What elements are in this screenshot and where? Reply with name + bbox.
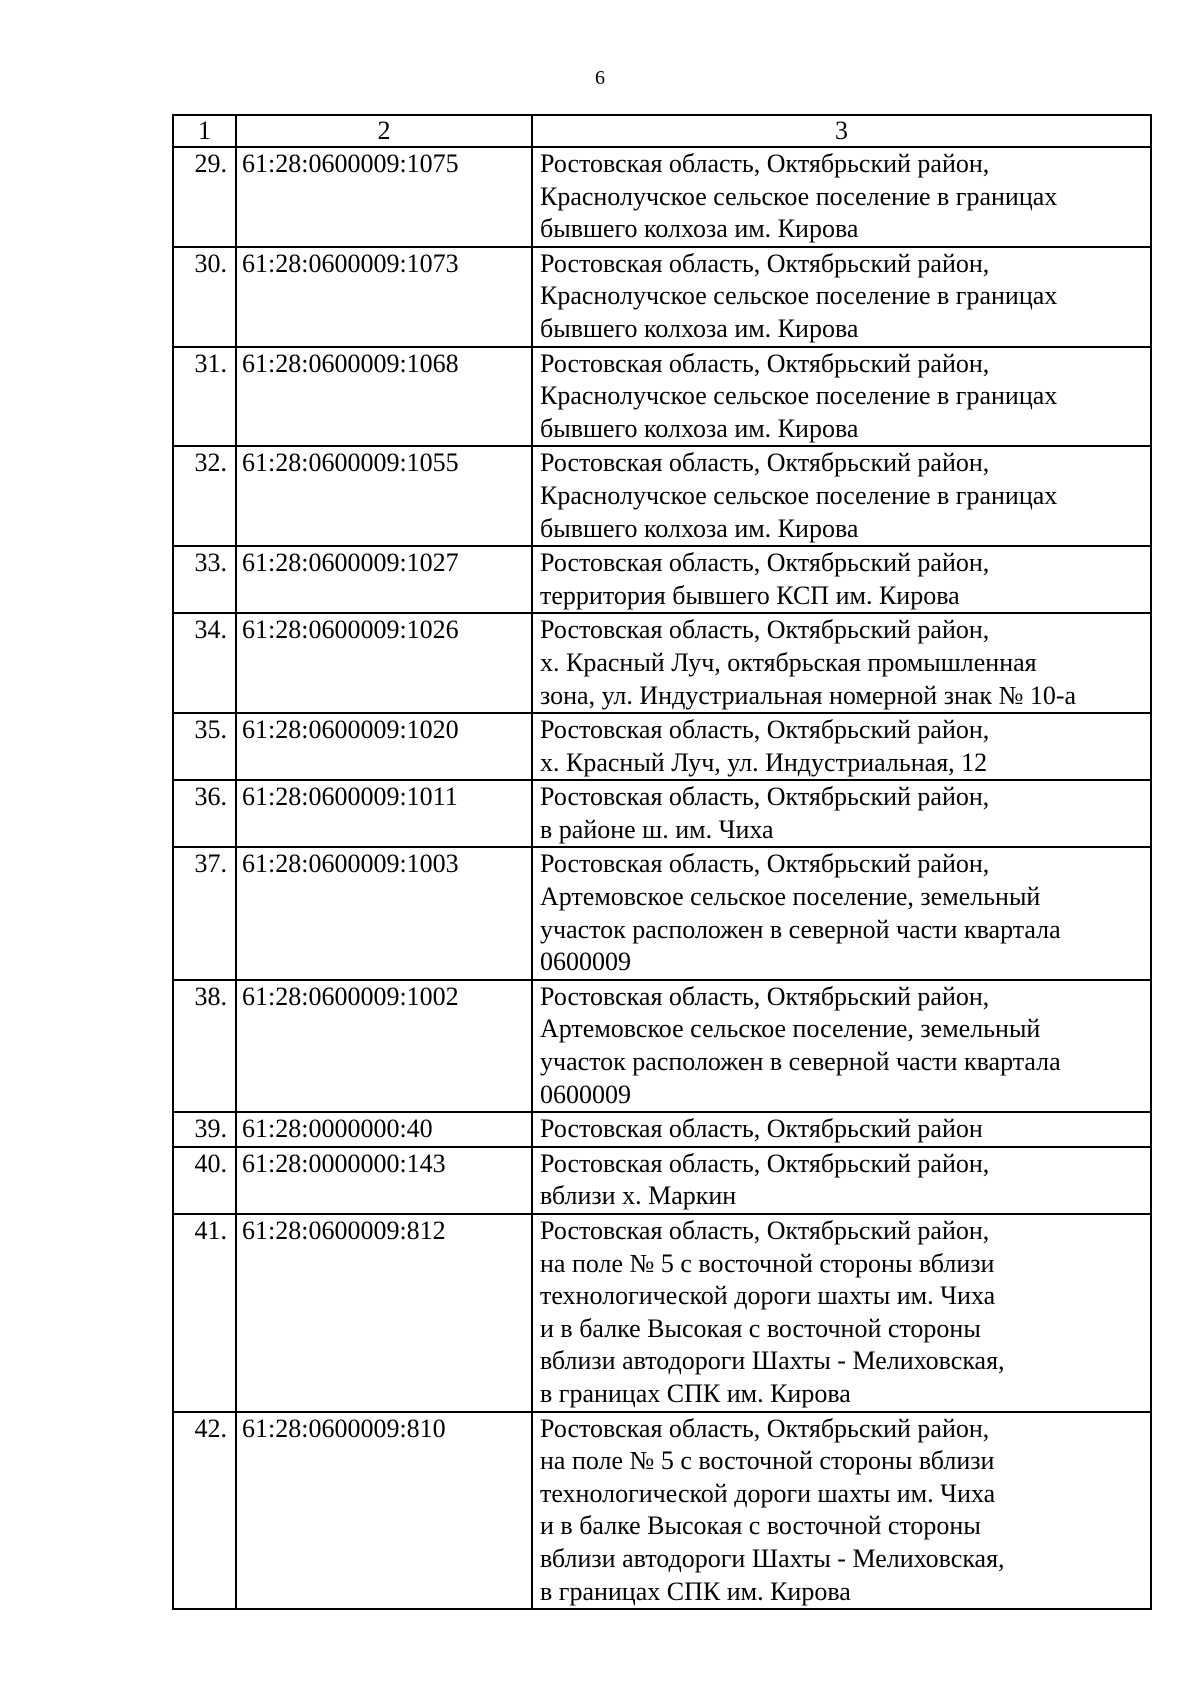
row-number: 38.	[173, 980, 236, 1112]
address-line: бывшего колхоза им. Кирова	[540, 313, 859, 343]
address-line: вблизи х. Маркин	[540, 1181, 737, 1211]
cadastral-number: 61:28:0600009:810	[236, 1412, 532, 1610]
address-line: бывшего колхоза им. Кирова	[540, 214, 859, 244]
cadastral-number: 61:28:0600009:812	[236, 1214, 532, 1412]
table-row	[173, 247, 1151, 347]
address-line: 0600009	[540, 1079, 631, 1109]
address-line: Артемовское сельское поселение, земельный	[540, 882, 1041, 912]
row-number: 42.	[173, 1412, 236, 1610]
address-cell	[532, 1112, 1151, 1147]
address-line: участок расположен в северной части квартала	[540, 1047, 1061, 1077]
address-cell	[532, 1412, 1151, 1610]
table-row	[173, 613, 1151, 713]
address-line: Ростовская область, Октябрьский район,	[540, 782, 990, 812]
row-number: 30.	[173, 247, 236, 347]
address-line: Ростовская область, Октябрьский район,	[540, 149, 990, 178]
row-number: 39.	[173, 1112, 236, 1147]
cadastral-number: 61:28:0000000:143	[236, 1147, 532, 1214]
column-header-cadastral: 2	[236, 115, 532, 147]
address-line: 0600009	[540, 947, 631, 977]
address-line: Ростовская область, Октябрьский район,	[540, 448, 990, 478]
table-row	[173, 1112, 1151, 1147]
address-line: Ростовская область, Октябрьский район,	[540, 548, 990, 578]
address-line: Ростовская область, Октябрьский район,	[540, 348, 990, 378]
address-cell	[532, 613, 1151, 713]
address-cell	[532, 780, 1151, 847]
address-line: Ростовская область, Октябрьский район,	[540, 1148, 990, 1178]
row-number: 34.	[173, 613, 236, 713]
address-cell	[532, 347, 1151, 447]
address-line: Ростовская область, Октябрьский район,	[540, 715, 990, 745]
address-line: Ростовская область, Октябрьский район,	[540, 1216, 990, 1245]
address-cell	[532, 713, 1151, 780]
row-number: 41.	[173, 1214, 236, 1412]
address-line: и в балке Высокая с восточной стороны	[540, 1313, 981, 1343]
address-line: в границах СПК им. Кирова	[540, 1576, 851, 1606]
cadastral-number: 61:28:0600009:1002	[236, 980, 532, 1112]
address-cell	[532, 247, 1151, 347]
address-cell	[532, 1214, 1151, 1412]
table-row	[173, 446, 1151, 546]
address-line: Краснолучское сельское поселение в границах	[540, 381, 1058, 411]
address-cell	[532, 446, 1151, 546]
address-line: бывшего колхоза им. Кирова	[540, 413, 859, 443]
table-row	[173, 1214, 1151, 1412]
land-plots-table	[172, 114, 1152, 1610]
table-row	[173, 347, 1151, 447]
address-line: вблизи автодороги Шахты - Мелиховская,	[540, 1543, 1005, 1573]
address-line: в районе ш. им. Чиха	[540, 814, 774, 844]
table-header-row	[173, 115, 1151, 147]
cadastral-number: 61:28:0600009:1020	[236, 713, 532, 780]
address-line: Краснолучское сельское поселение в границах	[540, 281, 1058, 311]
address-cell	[532, 1147, 1151, 1214]
column-header-number: 1	[173, 115, 236, 147]
address-line: в границах СПК им. Кирова	[540, 1378, 851, 1408]
address-line: х. Красный Луч, октябрьская промышленная	[540, 647, 1037, 677]
cadastral-number: 61:28:0600009:1073	[236, 247, 532, 347]
address-line: на поле № 5 с восточной стороны вблизи	[540, 1446, 995, 1476]
address-line: на поле № 5 с восточной стороны вблизи	[540, 1248, 995, 1278]
address-line: Ростовская область, Октябрьский район,	[540, 248, 990, 278]
address-line: Краснолучское сельское поселение в границах	[540, 181, 1058, 211]
table-row	[173, 1412, 1151, 1610]
table-row	[173, 713, 1151, 780]
address-cell	[532, 147, 1151, 247]
cadastral-number: 61:28:0600009:1027	[236, 546, 532, 613]
table-row	[173, 147, 1151, 247]
address-line: территория бывшего КСП им. Кирова	[540, 580, 960, 610]
address-line: х. Красный Луч, ул. Индустриальная, 12	[540, 747, 988, 777]
address-line: и в балке Высокая с восточной стороны	[540, 1511, 981, 1541]
row-number: 33.	[173, 546, 236, 613]
cadastral-number: 61:28:0600009:1011	[236, 780, 532, 847]
address-line: Ростовская область, Октябрьский район,	[540, 615, 990, 645]
row-number: 31.	[173, 347, 236, 447]
address-line: Ростовская область, Октябрьский район,	[540, 981, 990, 1011]
row-number: 29.	[173, 147, 236, 247]
address-line: Ростовская область, Октябрьский район,	[540, 849, 990, 879]
page-number: 6	[595, 67, 605, 89]
row-number: 36.	[173, 780, 236, 847]
address-cell	[532, 980, 1151, 1112]
row-number: 35.	[173, 713, 236, 780]
table-row	[173, 546, 1151, 613]
address-line: участок расположен в северной части квартала	[540, 914, 1061, 944]
address-line: Краснолучское сельское поселение в границах	[540, 480, 1058, 510]
address-cell	[532, 546, 1151, 613]
column-header-address: 3	[532, 115, 1151, 147]
table-body	[173, 147, 1151, 1609]
row-number: 40.	[173, 1147, 236, 1214]
cadastral-number: 61:28:0000000:40	[236, 1112, 532, 1147]
address-line: зона, ул. Индустриальная номерной знак № 10-а	[540, 680, 1077, 710]
cadastral-number: 61:28:0600009:1068	[236, 347, 532, 447]
address-line: технологической дороги шахты им. Чиха	[540, 1478, 996, 1508]
address-line: вблизи автодороги Шахты - Мелиховская,	[540, 1346, 1005, 1376]
address-line: Артемовское сельское поселение, земельный	[540, 1014, 1041, 1044]
table-row	[173, 980, 1151, 1112]
table-row	[173, 847, 1151, 979]
cadastral-number: 61:28:0600009:1003	[236, 847, 532, 979]
cadastral-number: 61:28:0600009:1075	[236, 147, 532, 247]
table-header	[173, 115, 1151, 147]
address-cell	[532, 847, 1151, 979]
table-row	[173, 1147, 1151, 1214]
cadastral-number: 61:28:0600009:1026	[236, 613, 532, 713]
table-row	[173, 780, 1151, 847]
address-line: Ростовская область, Октябрьский район	[540, 1114, 983, 1144]
row-number: 37.	[173, 847, 236, 979]
address-line: Ростовская область, Октябрьский район,	[540, 1413, 990, 1443]
row-number: 32.	[173, 446, 236, 546]
address-line: бывшего колхоза им. Кирова	[540, 513, 859, 543]
address-line: технологической дороги шахты им. Чиха	[540, 1281, 996, 1311]
cadastral-number: 61:28:0600009:1055	[236, 446, 532, 546]
